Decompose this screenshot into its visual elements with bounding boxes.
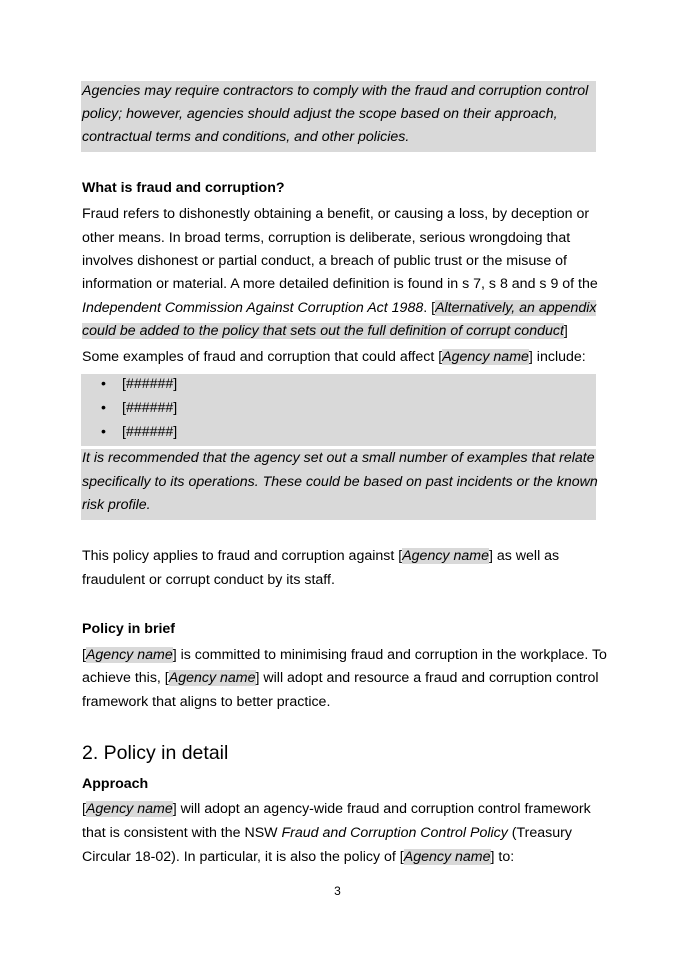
detail-line-1 bbox=[82, 798, 594, 822]
appendix-note-part-2: could be added to the policy that sets out the full definition of corrupt conduct bbox=[82, 323, 564, 339]
bullet-icon: • bbox=[101, 424, 106, 440]
agency-name-placeholder: Agency name bbox=[402, 548, 489, 564]
what-is-line-6 bbox=[82, 320, 594, 344]
policy-title: Fraud and Corruption Control Policy bbox=[281, 825, 508, 841]
brief-line-3: framework that aligns to better practice. bbox=[82, 694, 331, 710]
section-heading: 2. Policy in detail bbox=[82, 742, 229, 764]
agency-name-placeholder: Agency name bbox=[168, 670, 256, 686]
examples-intro bbox=[82, 346, 594, 370]
brief-line-2-rest: ] will adopt and resource a fraud and corruption control bbox=[255, 670, 599, 686]
page-number: 3 bbox=[334, 884, 341, 898]
what-is-line-3: involves dishonest or partial conduct, a breach of public trust or the misuse of bbox=[82, 253, 567, 269]
intro-note-line-3: contractual terms and conditions, and other policies. bbox=[82, 129, 410, 145]
bullet-text: [######] bbox=[122, 400, 178, 416]
approach-heading: Approach bbox=[82, 776, 149, 792]
bullet-icon: • bbox=[101, 400, 106, 416]
appendix-note-part-1: Alternatively, an appendix bbox=[435, 300, 597, 316]
agency-name-placeholder: Agency name bbox=[85, 647, 173, 663]
agency-name-placeholder: Agency name bbox=[442, 349, 529, 365]
what-is-heading: What is fraud and corruption? bbox=[82, 180, 285, 196]
applies-prefix: This policy applies to fraud and corruption against [ bbox=[82, 548, 403, 564]
applies-line-2: fraudulent or corrupt conduct by its staff. bbox=[82, 572, 335, 588]
detail-line-2 bbox=[82, 822, 594, 846]
bullet-text: [######] bbox=[122, 424, 178, 440]
bracket-close: ] bbox=[563, 323, 568, 339]
bracket-open: [ bbox=[82, 801, 86, 817]
bullet-item-3 bbox=[101, 421, 177, 445]
detail-line-3-suffix: ] to: bbox=[490, 849, 515, 865]
what-is-line-4: information or material. A more detailed definition is found in s 7, s 8 and s 9 of the bbox=[82, 276, 598, 292]
intro-note-line-2: policy; however, agencies should adjust the scope based on their approach, bbox=[82, 106, 558, 122]
examples-prefix: Some examples of fraud and corruption that could affect [ bbox=[82, 349, 443, 365]
what-is-line-1: Fraud refers to dishonestly obtaining a benefit, or causing a loss, by deception or bbox=[82, 206, 590, 222]
brief-line-1-rest: ] is committed to minimising fraud and corruption in the workplace. To bbox=[172, 647, 607, 663]
applies-suffix: ] as well as bbox=[488, 548, 560, 564]
bullet-item-1 bbox=[101, 373, 177, 397]
detail-line-1-rest: ] will adopt an agency-wide fraud and corruption control framework bbox=[172, 801, 591, 817]
detail-line-2-suffix: (Treasury bbox=[507, 825, 572, 841]
agency-name-placeholder: Agency name bbox=[85, 801, 173, 817]
what-is-line-5 bbox=[82, 297, 597, 321]
bullet-item-2 bbox=[101, 397, 177, 421]
detail-line-2-prefix: that is consistent with the NSW bbox=[82, 825, 282, 841]
detail-line-3-prefix: Circular 18-02). In particular, it is also the policy of [ bbox=[82, 849, 404, 865]
recommend-note-line-3: risk profile. bbox=[82, 497, 151, 513]
brief-line-1 bbox=[82, 644, 607, 668]
agency-name-placeholder: Agency name bbox=[403, 849, 491, 865]
recommend-note-line-2: specifically to its operations. These could be based on past incidents or the known bbox=[82, 474, 598, 490]
act-suffix: . [ bbox=[423, 300, 436, 316]
bullet-text: [######] bbox=[122, 376, 178, 392]
act-title: Independent Commission Against Corruption Act 1988 bbox=[82, 300, 424, 316]
intro-note-line-1: Agencies may require contractors to comply with the fraud and corruption control bbox=[82, 83, 589, 99]
detail-line-3 bbox=[82, 846, 594, 870]
what-is-line-2: other means. In broad terms, corruption is deliberate, serious wrongdoing that bbox=[82, 230, 571, 246]
applies-line-1 bbox=[82, 545, 594, 569]
brief-line-2-prefix: achieve this, [ bbox=[82, 670, 169, 686]
brief-line-2 bbox=[82, 667, 599, 691]
brief-heading: Policy in brief bbox=[82, 621, 176, 637]
bracket-open: [ bbox=[82, 647, 86, 663]
examples-suffix: ] include: bbox=[528, 349, 586, 365]
bullet-icon: • bbox=[101, 376, 106, 392]
recommend-note-line-1: It is recommended that the agency set out a small number of examples that relate bbox=[82, 450, 595, 466]
